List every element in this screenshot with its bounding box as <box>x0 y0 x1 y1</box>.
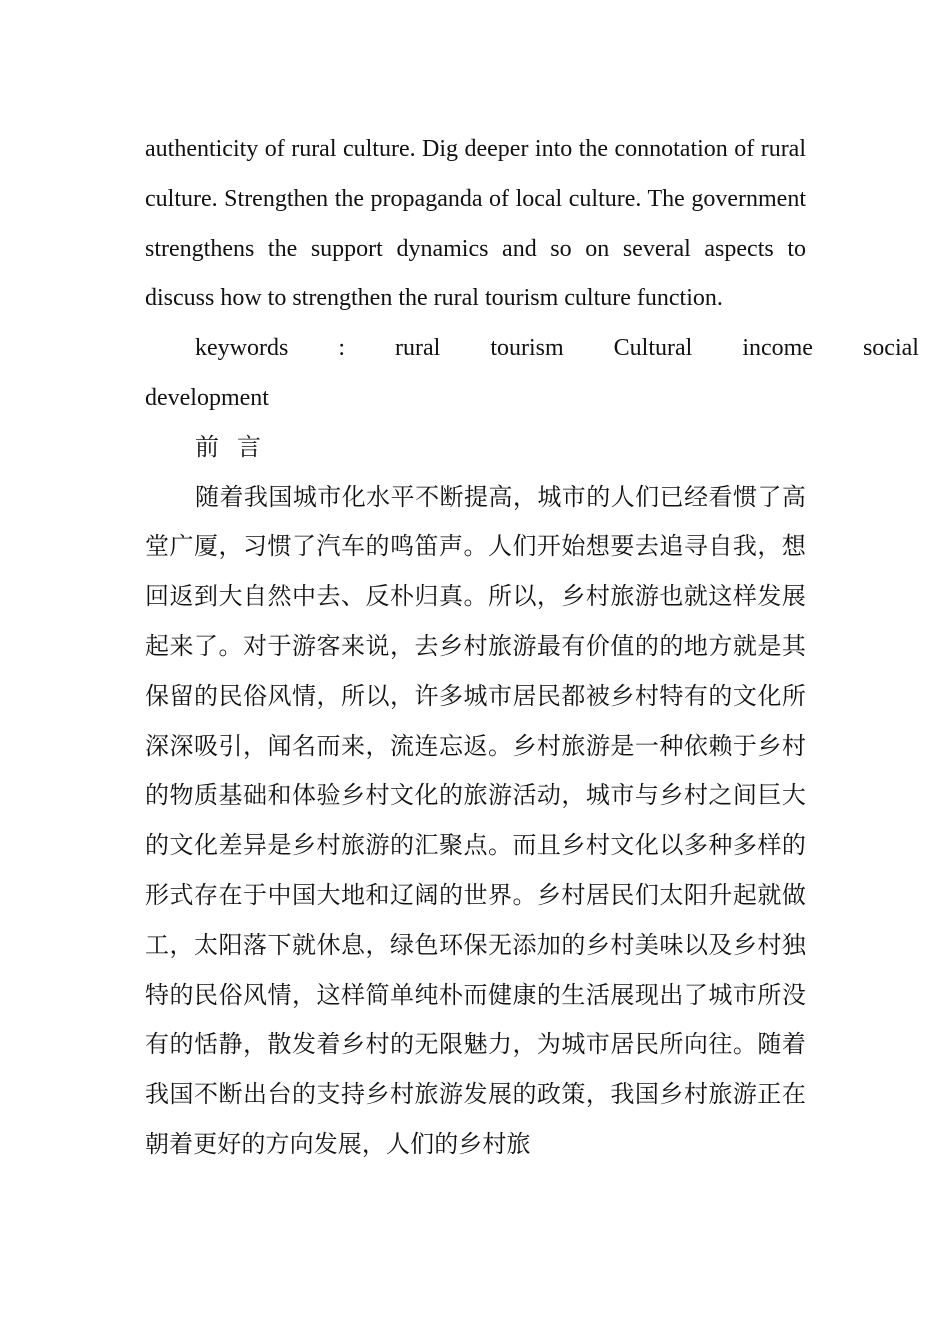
preface-body: 随着我国城市化水平不断提高，城市的人们已经看惯了高堂广厦，习惯了汽车的鸣笛声。人们开始想要去追寻自我，想回返到大自然中去、反朴归真。所以，乡村旅游也就这样发展起来了。对于游客来说，去乡村旅游最有价值的的地方就是其保留的民俗风情，所以，许多城市居民都被乡村特有的文化所深深吸引，闻名而来，流连忘返。乡村旅游是一种依赖于乡村的物质基础和体验乡村文化的旅游活动，城市与乡村之间巨大的文化差异是乡村旅游的汇聚点。而且乡村文化以多种多样的形式存在于中国大地和辽阔的世界。乡村居民们太阳升起就做工，太阳落下就休息，绿色环保无添加的乡村美味以及乡村独特的民俗风情，这样简单纯朴而健康的生活展现出了城市所没有的恬静，散发着乡村的无限魅力，为城市居民所向往。随着我国不断出台的支持乡村旅游发展的政策，我国乡村旅游正在朝着更好的方向发展，人们的乡村旅 <box>145 484 806 1158</box>
preface-title: 前 言 <box>195 434 267 461</box>
keyword-term: social <box>862 335 919 362</box>
keyword-term: tourism <box>490 335 564 362</box>
keyword-term: rural <box>395 335 441 362</box>
keyword-term: income <box>742 335 813 362</box>
page-text <box>145 125 919 1171</box>
abstract-en-continuation: authenticity of rural culture. Dig deeper into the connotation of rural culture. Strengthen the propaganda of local culture. The government strengthens the support dynamics and so on several aspects to discuss how to strengthen the rural tourism culture function. <box>145 136 806 312</box>
keyword-term: Cultural <box>613 335 693 362</box>
keywords-paragraph <box>145 324 919 424</box>
keyword-term-wrap: development <box>145 384 269 411</box>
keywords-label: keywords <box>195 335 289 362</box>
keywords-line <box>145 324 919 374</box>
keywords-separator: : <box>338 335 345 362</box>
